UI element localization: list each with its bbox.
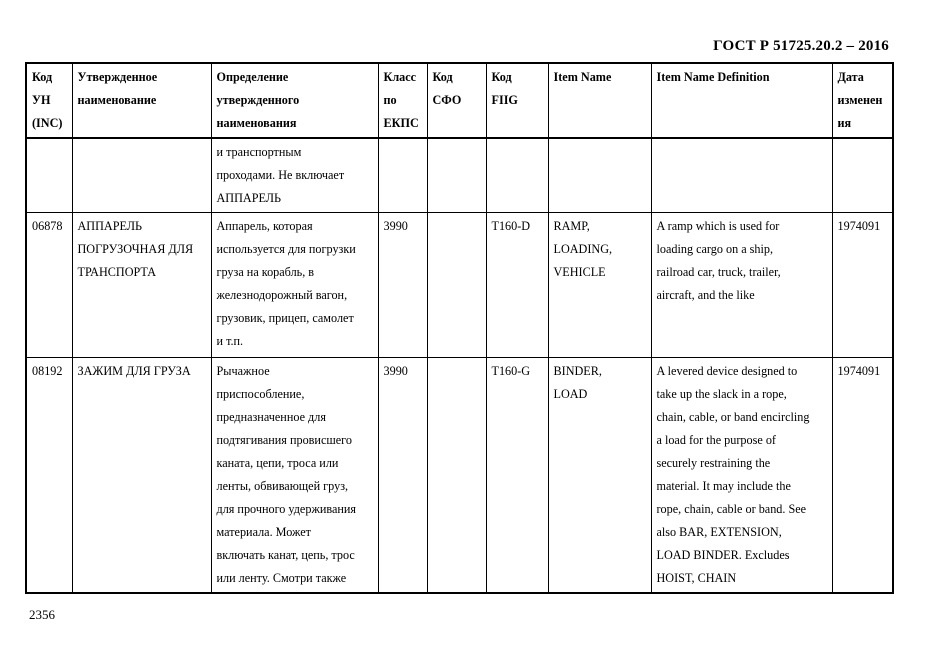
- cell-approved-name: ЗАЖИМ ДЛЯ ГРУЗА: [72, 358, 211, 594]
- cell-sfo-code: [427, 213, 486, 358]
- cell-sfo-code: [427, 358, 486, 594]
- cell-sfo-code: [427, 138, 486, 213]
- col-header-definition: Определение утвержденного наименования: [211, 63, 378, 138]
- cell-item-name: RAMP, LOADING, VEHICLE: [548, 213, 651, 358]
- table-row: [26, 213, 893, 358]
- cell-ekps-class: [378, 138, 427, 213]
- col-header-change-date: Дата изменен ия: [832, 63, 893, 138]
- cell-definition: Рычажное приспособление, предназначенное для подтягивания провисшего каната, цепи, троса или ленты, обвивающей груз, для прочного удерживания материала. Может включать канат, цепь, трос или ленту. Смотри также: [211, 358, 378, 594]
- cell-change-date: 1974091: [832, 213, 893, 358]
- col-header-sfo-code: Код СФО: [427, 63, 486, 138]
- col-header-fiig-code: Код FIIG: [486, 63, 548, 138]
- col-header-approved-name: Утвержденное наименование: [72, 63, 211, 138]
- cell-inc-code: 06878: [26, 213, 72, 358]
- cell-fiig-code: [486, 138, 548, 213]
- table-row: [26, 138, 893, 213]
- cell-approved-name: [72, 138, 211, 213]
- cell-item-name-definition: [651, 138, 832, 213]
- cell-item-name: [548, 138, 651, 213]
- col-header-item-name: Item Name: [548, 63, 651, 138]
- cell-item-name-definition: A levered device designed to take up the slack in a rope, chain, cable, or band encircling a load for the purpose of securely restraining the material. It may include the rope, chain, cable or band. See also BAR, EXTENSION, LOAD BINDER. Excludes HOIST, CHAIN: [651, 358, 832, 594]
- col-header-inc-code: Код УН (INC): [26, 63, 72, 138]
- cell-change-date: 1974091: [832, 358, 893, 594]
- standard-number: ГОСТ Р 51725.20.2 – 2016: [713, 38, 889, 54]
- cell-item-name: BINDER, LOAD: [548, 358, 651, 594]
- cell-fiig-code: T160-G: [486, 358, 548, 594]
- cell-fiig-code: T160-D: [486, 213, 548, 358]
- cell-approved-name: АППАРЕЛЬ ПОГРУЗОЧНАЯ ДЛЯ ТРАНСПОРТА: [72, 213, 211, 358]
- page-number: 2356: [29, 607, 55, 622]
- table-row: [26, 358, 893, 594]
- cell-change-date: [832, 138, 893, 213]
- cell-inc-code: [26, 138, 72, 213]
- catalog-table: [25, 62, 894, 594]
- cell-ekps-class: 3990: [378, 213, 427, 358]
- cell-definition: Аппарель, которая используется для погрузки груза на корабль, в железнодорожный вагон, грузовик, прицеп, самолет и т.п.: [211, 213, 378, 358]
- table-header-row: [26, 63, 893, 138]
- col-header-item-name-definition: Item Name Definition: [651, 63, 832, 138]
- cell-inc-code: 08192: [26, 358, 72, 594]
- cell-definition: и транспортным проходами. Не включает АППАРЕЛЬ: [211, 138, 378, 213]
- cell-ekps-class: 3990: [378, 358, 427, 594]
- col-header-ekps-class: Класс по ЕКПС: [378, 63, 427, 138]
- cell-item-name-definition: A ramp which is used for loading cargo on a ship, railroad car, truck, trailer, aircraft, and the like: [651, 213, 832, 358]
